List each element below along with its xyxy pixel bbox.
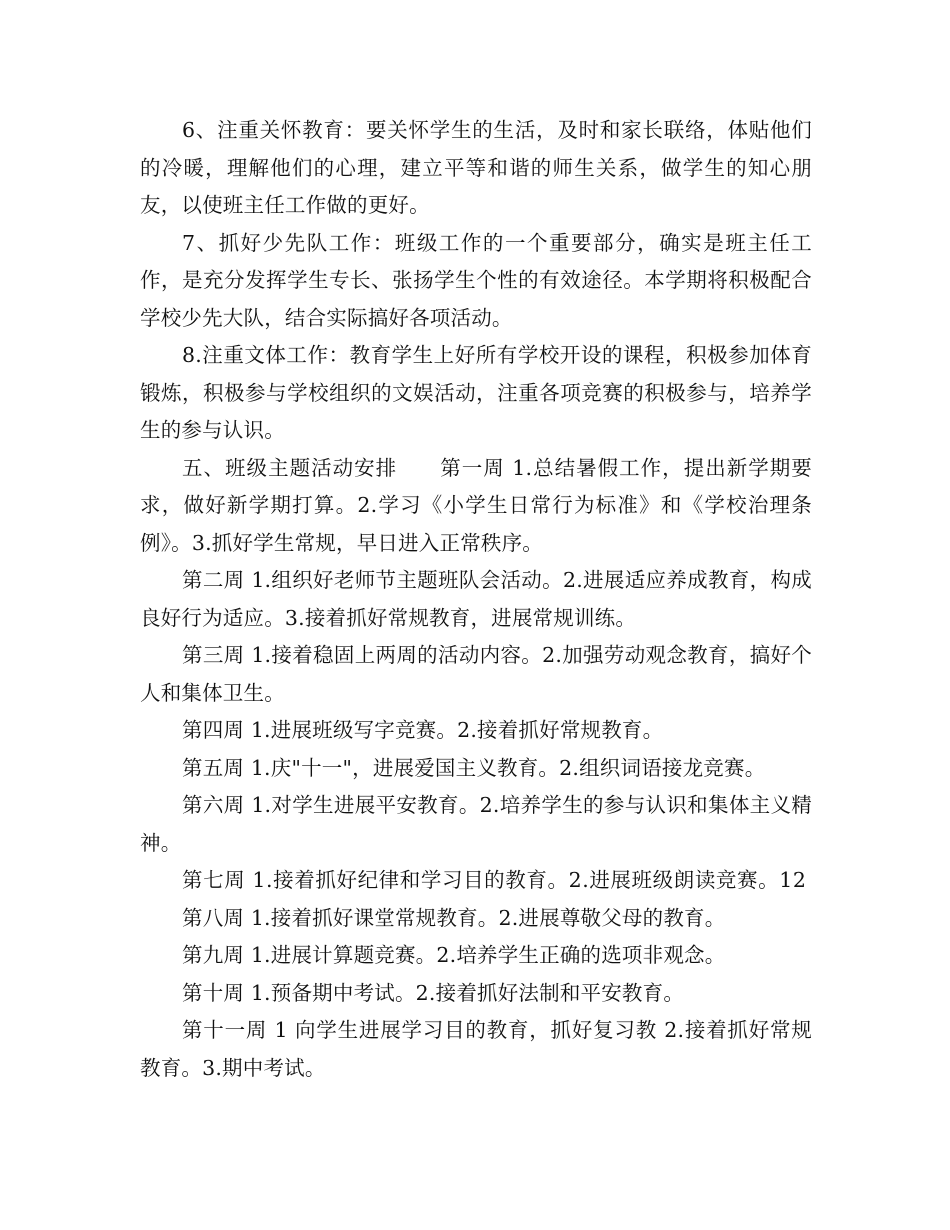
paragraph-week-5: 第五周 1.庆"十一"，进展爱国主义教育。2.组织词语接龙竞赛。 (182, 755, 766, 780)
paragraph-week-9: 第九周 1.进展计算题竞赛。2.培养学生正确的选项非观念。 (182, 943, 726, 967)
paragraph-week-8: 第八周 1.接着抓好课堂常规教育。2.进展尊敬父母的教育。 (182, 905, 726, 930)
paragraph-week-2: 第二周 1.组织好老师节主题班队会活动。2.进展适应养成教育，构成良好行为适应。3.接着抓好常规教育，进展常规训练。 (140, 568, 812, 630)
paragraph-week-10: 第十周 1.预备期中考试。2.接着抓好法制和平安教育。 (182, 980, 685, 1005)
paragraph-sports-arts: 8.注重文体工作：教育学生上好所有学校开设的课程，积极参加体育锻炼，积极参与学校组织的文娱活动，注重各项竞赛的积极参与，培养学生的参与认识。 (140, 343, 812, 442)
paragraph-week-4: 第四周 1.进展班级写字竞赛。2.接着抓好常规教育。 (182, 718, 664, 742)
paragraph-care-education: 6、注重关怀教育：要关怀学生的生活，及时和家长联络，体贴他们的冷暖，理解他们的心理，建立平等和谐的师生关系，做学生的知心朋友，以使班主任工作做的更好。 (140, 118, 812, 217)
paragraph-week-6: 第六周 1.对学生进展平安教育。2.培养学生的参与认识和集体主义精神。 (140, 793, 812, 855)
paragraph-week-7: 第七周 1.接着抓好纪律和学习目的教育。2.进展班级朗读竞赛。12 (182, 868, 807, 892)
document-body (140, 112, 812, 1087)
paragraph-week-3: 第三周 1.接着稳固上两周的活动内容。2.加强劳动观念教育，搞好个人和集体卫生。 (140, 643, 812, 705)
paragraph-week-11: 第十一周 1 向学生进展学习目的教育，抓好复习教 2.接着抓好常规教育。3.期中考试。 (140, 1018, 812, 1080)
paragraph-week-1: 五、班级主题活动安排 第一周 1.总结暑假工作，提出新学期要求，做好新学期打算。2.学习《小学生日常行为标准》和《学校治理条例》。3.抓好学生常规，早日进入正常秩序。 (140, 455, 812, 555)
paragraph-young-pioneers: 7、抓好少先队工作：班级工作的一个重要部分，确实是班主任工作，是充分发挥学生专长、张扬学生个性的有效途径。本学期将积极配合学校少先大队，结合实际搞好各项活动。 (140, 230, 812, 330)
